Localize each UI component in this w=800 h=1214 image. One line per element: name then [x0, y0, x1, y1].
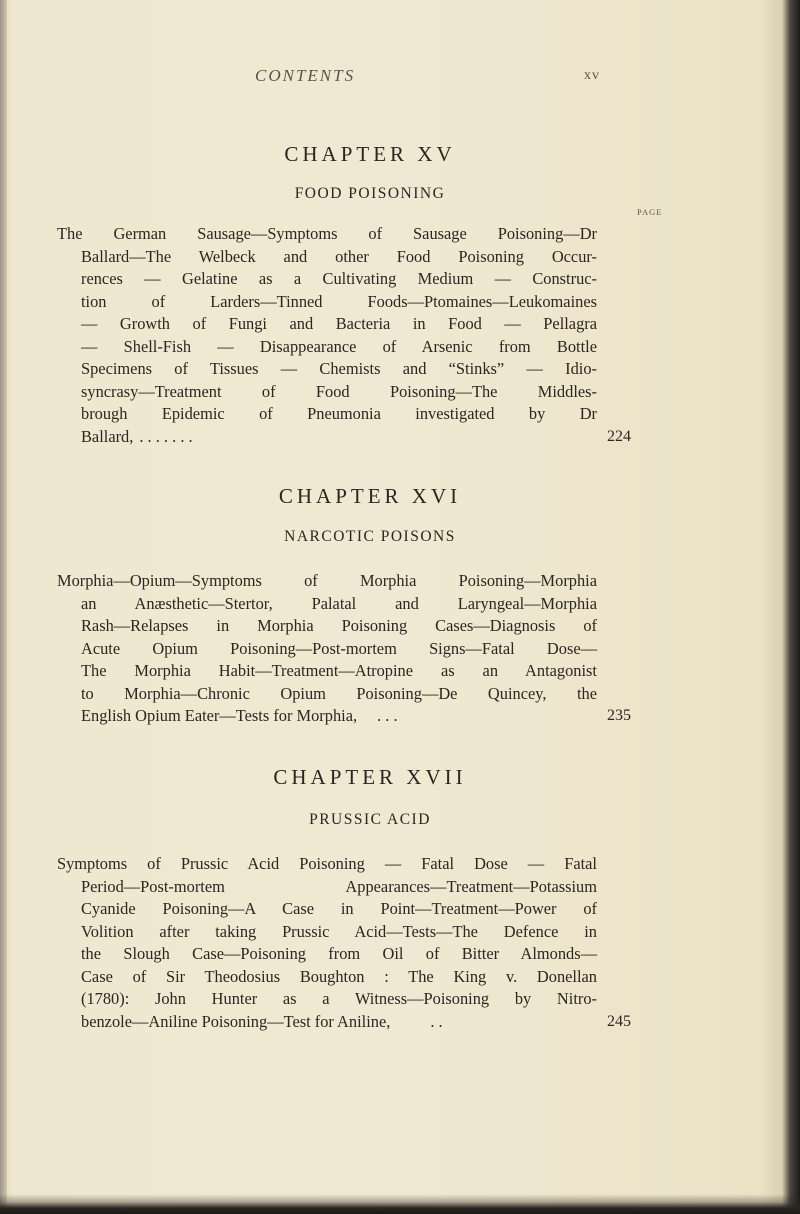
- contents-line: Morphia—Opium—Symptoms of Morphia Poisoning—Morphia: [57, 571, 597, 590]
- page-number-235: 235: [607, 707, 631, 724]
- page-folio: xv: [584, 68, 600, 83]
- chapter-title-xvi: CHAPTER XVI: [278, 484, 462, 508]
- page-gutter-edge: [0, 0, 7, 1214]
- contents-line: syncrasy—Treatment of Food Poisoning—The Middles-: [81, 381, 597, 401]
- chapter-xv-contents: [57, 223, 597, 448]
- page-column-label: PAGE: [637, 207, 663, 217]
- contents-line: rences — Gelatine as a Cultivating Medium — Construc-: [81, 269, 597, 288]
- chapter-subtitle-xv: FOOD POISONING: [294, 185, 446, 202]
- contents-line-text: English Opium Eater—Tests for Morphia,: [81, 706, 358, 725]
- contents-line: Ballard—The Welbeck and other Food Poisoning Occur-: [81, 246, 597, 266]
- contents-line: Rash—Relapses in Morphia Poisoning Cases—Diagnosis of: [81, 616, 597, 635]
- contents-line: Case of Sir Theodosius Boughton : The King v. Donellan: [81, 966, 597, 986]
- chapter-title-xvii: CHAPTER XVII: [273, 765, 467, 789]
- contents-line: tion of Larders—Tinned Foods—Ptomaines—Leukomaines: [81, 291, 597, 311]
- contents-line: — Growth of Fungi and Bacteria in Food — Pellagra: [81, 314, 597, 333]
- contents-line: an Anæsthetic—Stertor, Palatal and Laryngeal—Morphia: [81, 593, 597, 613]
- contents-line: (1780): John Hunter as a Witness—Poisoning by Nitro-: [81, 989, 597, 1008]
- contents-line: Cyanide Poisoning—A Case in Point—Treatment—Power of: [81, 899, 597, 918]
- running-head: CONTENTS: [255, 66, 356, 85]
- contents-line: — Shell-Fish — Disappearance of Arsenic from Bottle: [81, 336, 597, 356]
- contents-line: The German Sausage—Symptoms of Sausage Poisoning—Dr: [57, 224, 597, 243]
- contents-line: the Slough Case—Poisoning from Oil of Bitter Almonds—: [81, 944, 597, 963]
- chapter-title-xv: CHAPTER XV: [284, 142, 456, 166]
- contents-line: Acute Opium Poisoning—Post-mortem Signs—Fatal Dose—: [81, 638, 597, 658]
- page-number-224: 224: [607, 427, 631, 445]
- contents-line: Period—Post-mortem Appearances—Treatment—Potassium: [81, 876, 597, 896]
- dot-leader: . . . . . . .: [139, 426, 193, 446]
- contents-line: The Morphia Habit—Treatment—Atropine as an Antagonist: [81, 661, 597, 680]
- page-number-245: 245: [607, 1012, 631, 1030]
- chapter-xvi-contents: [57, 570, 597, 728]
- chapter-xvii-contents: [57, 853, 597, 1033]
- contents-line-last: [57, 705, 597, 728]
- dot-leader: . .: [430, 1011, 443, 1031]
- contents-line: brough Epidemic of Pneumonia investigated by Dr: [81, 404, 597, 423]
- dot-leader: . . .: [377, 706, 398, 725]
- contents-line-text: benzole—Aniline Poisoning—Test for Aniline,: [81, 1011, 391, 1031]
- chapter-subtitle-xvi: NARCOTIC POISONS: [284, 528, 456, 545]
- contents-line-last: [57, 1011, 597, 1034]
- contents-line-last: [57, 426, 597, 449]
- contents-line: Specimens of Tissues — Chemists and “Stinks” — Idio-: [81, 359, 597, 378]
- chapter-subtitle-xvii: PRUSSIC ACID: [309, 811, 431, 828]
- contents-line-text: Ballard,: [81, 426, 134, 446]
- page-bottom-edge: [0, 1194, 800, 1214]
- contents-line: Volition after taking Prussic Acid—Tests—The Defence in: [81, 921, 597, 941]
- contents-line: to Morphia—Chronic Opium Poisoning—De Quincey, the: [81, 683, 597, 703]
- contents-line: Symptoms of Prussic Acid Poisoning — Fatal Dose — Fatal: [57, 854, 597, 873]
